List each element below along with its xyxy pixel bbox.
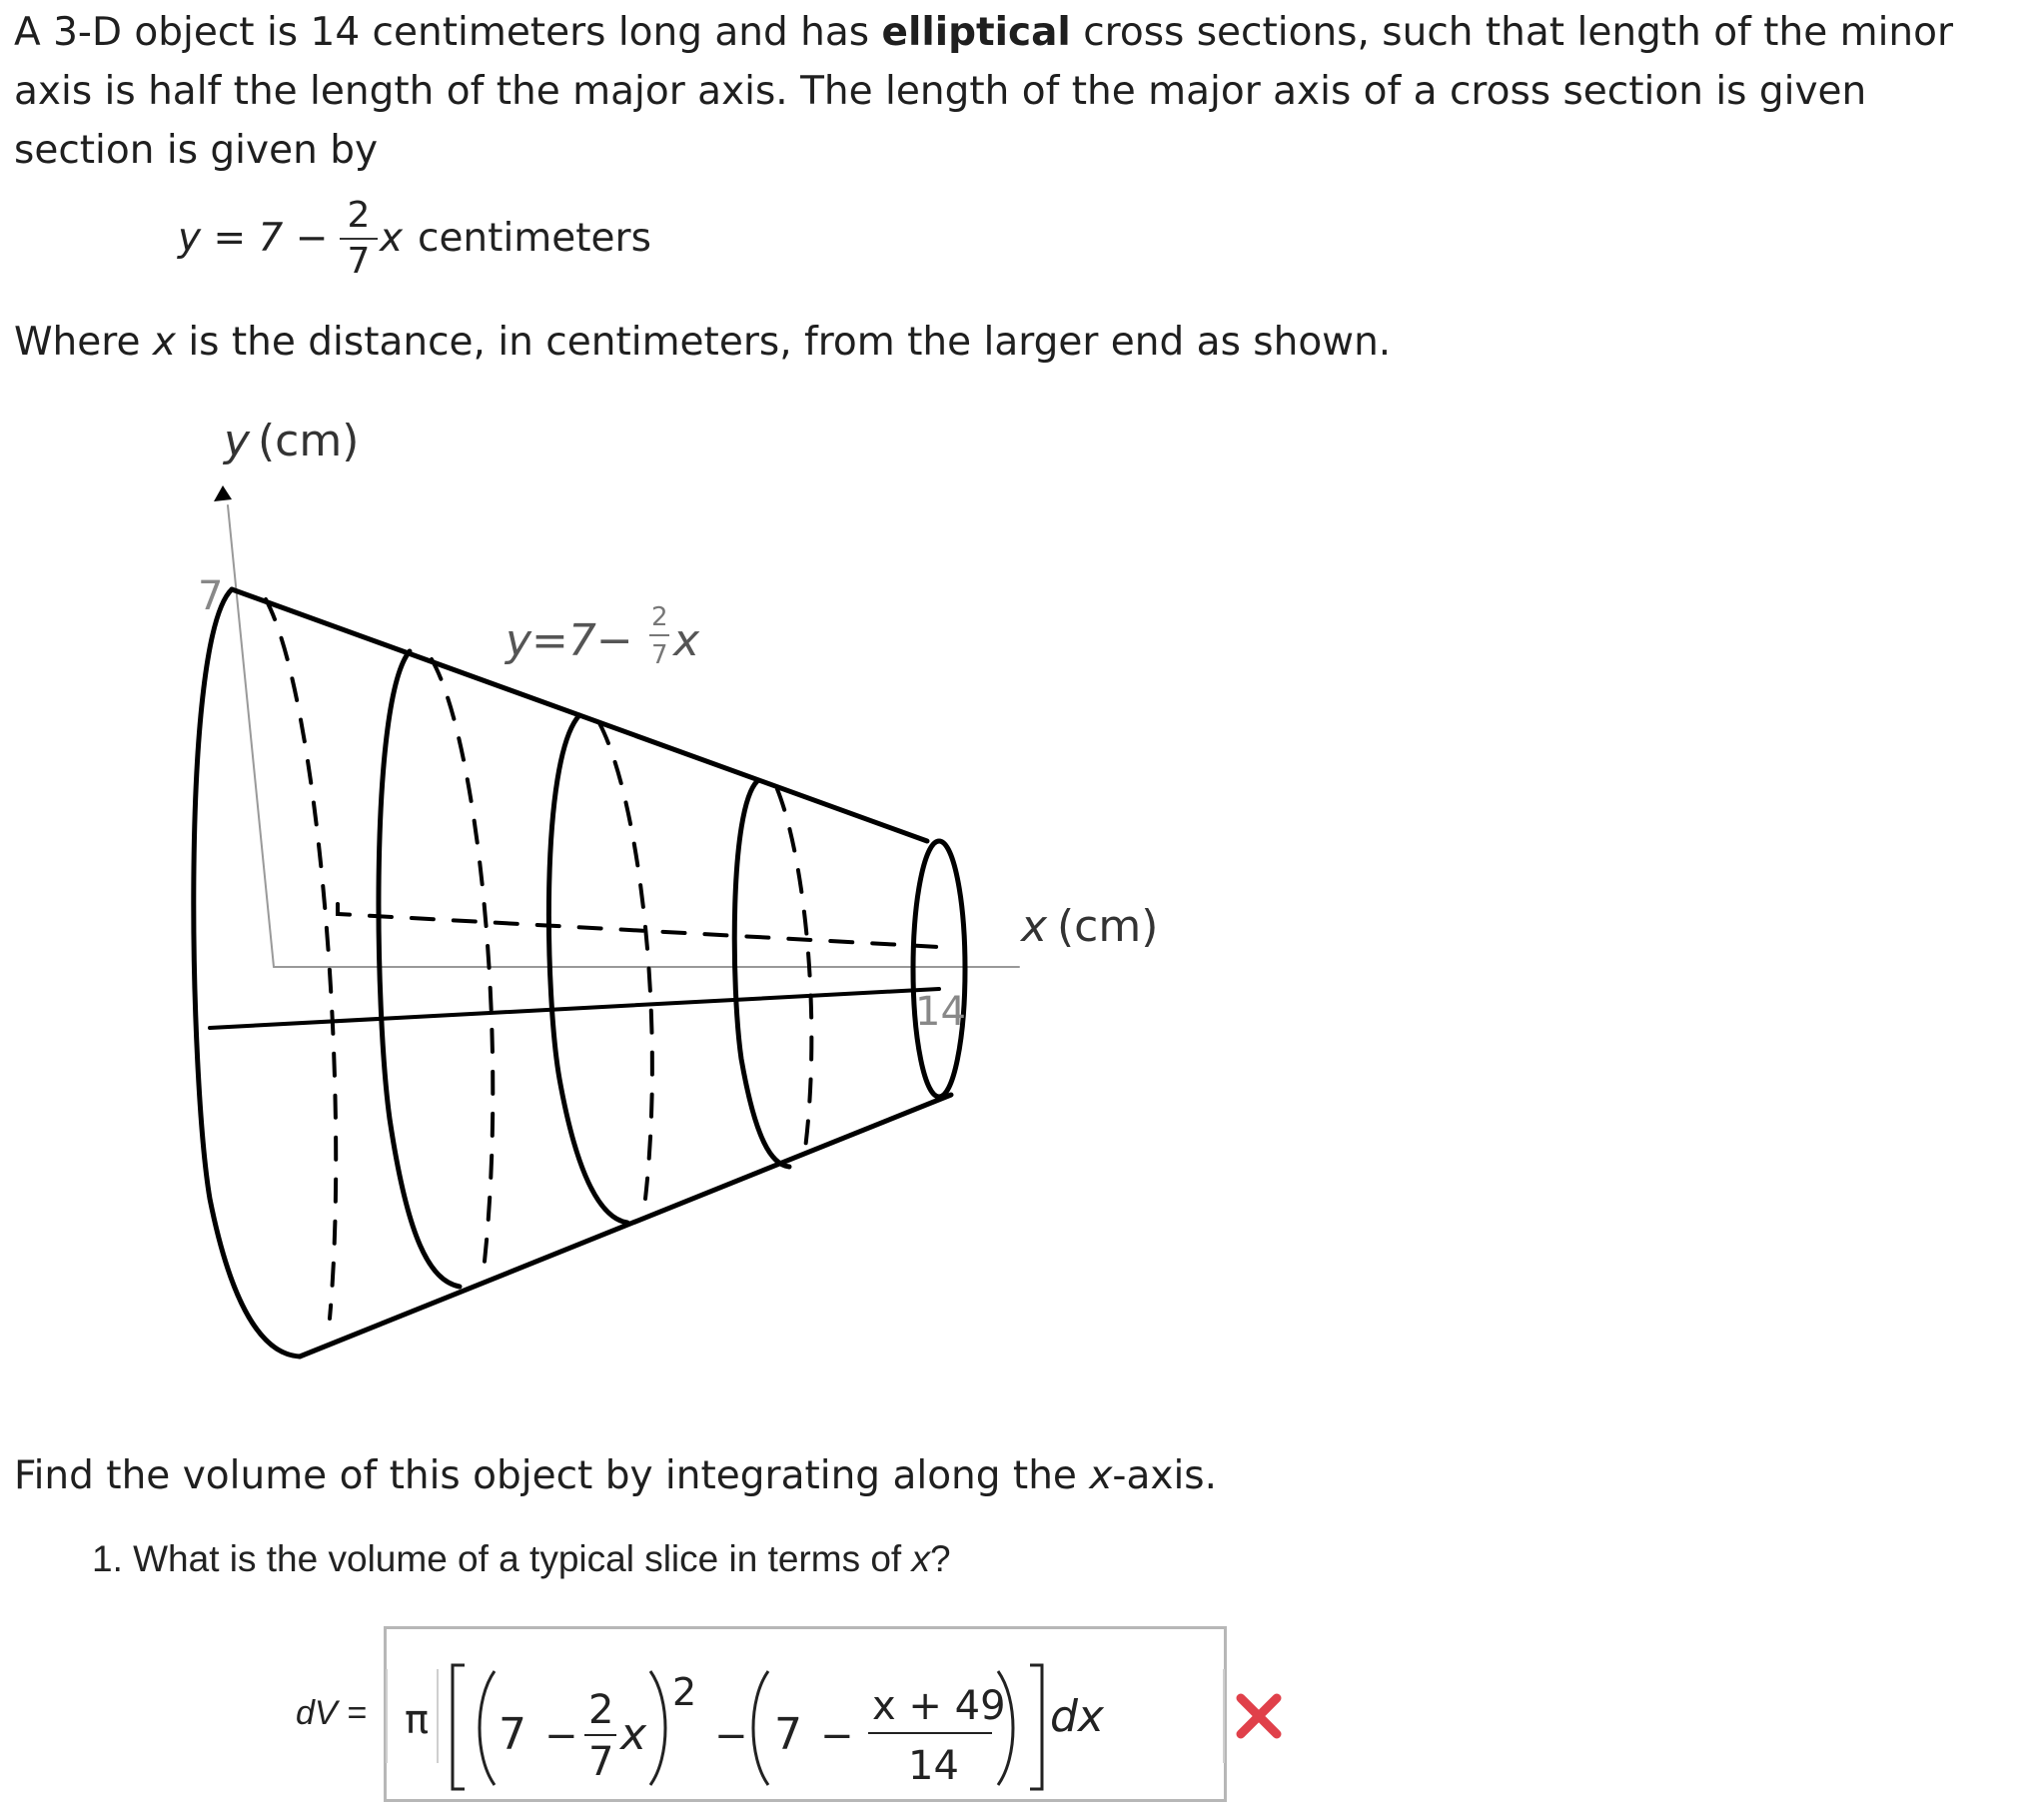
formula-lhs: y = 7 −: [178, 216, 329, 261]
cone-bottom-edge: [300, 1095, 951, 1357]
cone-figure: [0, 400, 1199, 1398]
dashed-center-line: [338, 904, 939, 947]
answer-seven-a: 7: [499, 1709, 526, 1760]
formula-fraction: [340, 196, 378, 282]
ellipse-3-front: [548, 715, 627, 1223]
find-var: x: [1089, 1453, 1113, 1498]
x-axis-var: x: [1021, 901, 1048, 952]
answer-frac2-num: x + 49: [872, 1683, 1006, 1729]
intro-text-2: cross sections, such that length of the minor axis is half the length of the major axis. The length of the major axis of a cross section is given section is given by: [14, 10, 1954, 173]
left-paren-1: [480, 1671, 495, 1785]
formula-var: x: [380, 216, 404, 261]
answer-minus-b: −: [714, 1713, 748, 1759]
answer-minus-a: −: [544, 1713, 578, 1759]
answer-input[interactable]: [384, 1626, 1227, 1802]
curve-label-lhs: y=7−: [506, 615, 633, 666]
x-axis-label: (cm): [1057, 901, 1159, 952]
x-tick-label: 14: [915, 989, 966, 1035]
left-paren-2: [753, 1671, 768, 1785]
where-text: Where x is the distance, in centimeters, from the larger end as shown.: [14, 320, 1392, 365]
y-tick-label: 7: [198, 573, 224, 619]
right-bracket: [1030, 1665, 1042, 1789]
curve-label-num: 2: [651, 602, 668, 632]
ellipse-3-back: [599, 723, 652, 1199]
ellipse-2-front: [379, 651, 460, 1287]
answer-pi: π: [405, 1697, 430, 1743]
problem-intro: [14, 3, 1992, 180]
ellipse-big-back: [266, 599, 336, 1319]
answer-math: [387, 1629, 1230, 1805]
answer-frac-num: 2: [588, 1687, 614, 1733]
y-axis-arrow: [214, 485, 232, 501]
formula-frac-num: 2: [347, 195, 371, 236]
dv-label: dV =: [296, 1694, 367, 1732]
formula-unit: centimeters: [418, 216, 651, 261]
right-paren-1: [650, 1671, 665, 1785]
ellipse-4-front: [734, 781, 789, 1167]
answer-frac2-den: 14: [908, 1743, 959, 1789]
answer-seven-b: 7: [774, 1709, 802, 1760]
find-volume-text: Find the volume of this object by integrating along the x-axis.: [14, 1453, 1218, 1498]
cone-axis-line: [210, 989, 939, 1028]
ellipse-2-back: [432, 659, 493, 1271]
answer-exponent: 2: [672, 1670, 697, 1714]
answer-minus-c: −: [820, 1713, 854, 1759]
question-var: x: [911, 1538, 930, 1579]
left-bracket: [453, 1665, 465, 1789]
y-axis-label: (cm): [258, 416, 360, 466]
curve-label-var: x: [673, 615, 700, 666]
answer-frac-den: 7: [588, 1739, 614, 1785]
where-var: x: [152, 320, 176, 365]
curve-label-den: 7: [651, 640, 668, 670]
intro-bold-word: elliptical: [881, 10, 1071, 55]
answer-dx: dx: [1050, 1691, 1104, 1742]
answer-var-x: x: [620, 1709, 647, 1760]
ellipse-4-back: [777, 789, 811, 1149]
question-number: 1.: [92, 1538, 123, 1579]
question-1: 1. What is the volume of a typical slice in terms of x?: [92, 1538, 951, 1579]
y-axis-var: y: [224, 416, 251, 466]
ellipse-small-end: [913, 841, 965, 1097]
intro-text-1: A 3-D object is 14 centimeters long and has: [14, 10, 882, 55]
formula-frac-den: 7: [347, 241, 371, 282]
incorrect-icon: [1231, 1688, 1287, 1744]
y-axis-line: [228, 505, 274, 967]
